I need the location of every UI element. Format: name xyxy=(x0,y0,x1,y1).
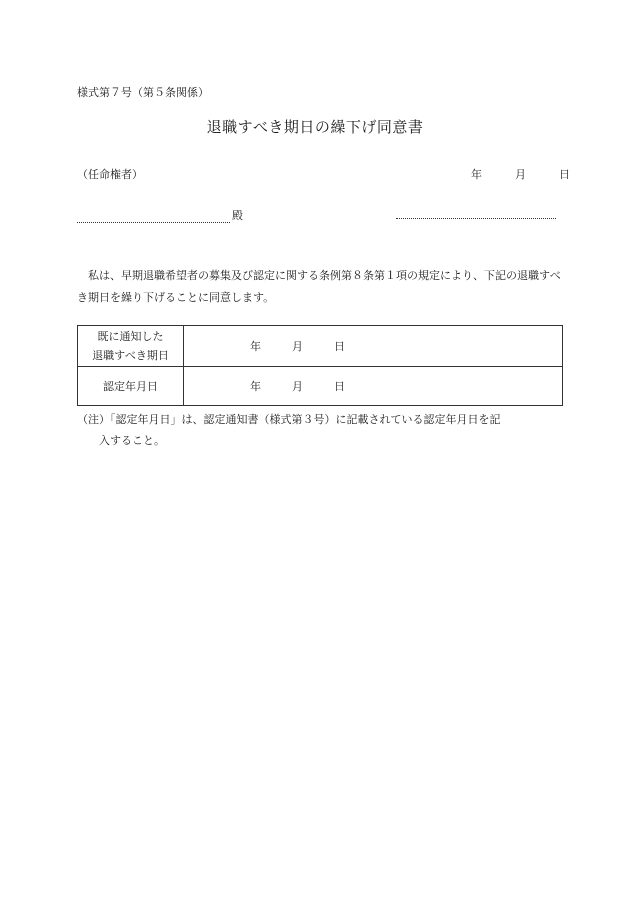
notified-date-label: 既に通知した 退職すべき期日 xyxy=(78,326,184,367)
date-table xyxy=(77,325,563,406)
notified-date-field[interactable] xyxy=(184,326,563,367)
consent-text: 私は、早期退職希望者の募集及び認定に関する条例第８条第１項の規定により、下記の退職すべき期日を繰り下げることに同意します。 xyxy=(77,269,561,304)
approval-date-field[interactable] xyxy=(184,367,563,406)
approval-date-label: 認定年月日 xyxy=(78,367,184,406)
year-label: 年 xyxy=(471,168,482,181)
month-label: 月 xyxy=(292,340,303,353)
appointer-label: （任命権者） xyxy=(77,168,143,181)
consent-statement xyxy=(77,265,563,309)
footnote-line2: 入すること。 xyxy=(99,434,165,447)
document-title: 退職すべき期日の繰下げ同意書 xyxy=(206,118,424,136)
table-row xyxy=(78,367,563,406)
month-label: 月 xyxy=(515,168,526,181)
form-number: 様式第７号（第５条関係） xyxy=(77,86,209,99)
addressee-suffix: 殿 xyxy=(232,209,243,222)
year-label: 年 xyxy=(250,340,261,353)
day-label: 日 xyxy=(334,340,345,353)
table-row xyxy=(78,326,563,367)
year-label: 年 xyxy=(250,380,261,393)
month-label: 月 xyxy=(292,380,303,393)
signature-blank[interactable] xyxy=(396,207,556,219)
submission-date xyxy=(471,166,570,182)
addressee-name-blank[interactable] xyxy=(77,212,230,223)
day-label: 日 xyxy=(334,380,345,393)
footnote-line1: （注）「認定年月日」は、認定通知書（様式第３号）に記載されている認定年月日を記 xyxy=(77,413,501,426)
addressee-line xyxy=(77,207,243,223)
footnote xyxy=(77,409,563,451)
day-label: 日 xyxy=(559,168,570,181)
